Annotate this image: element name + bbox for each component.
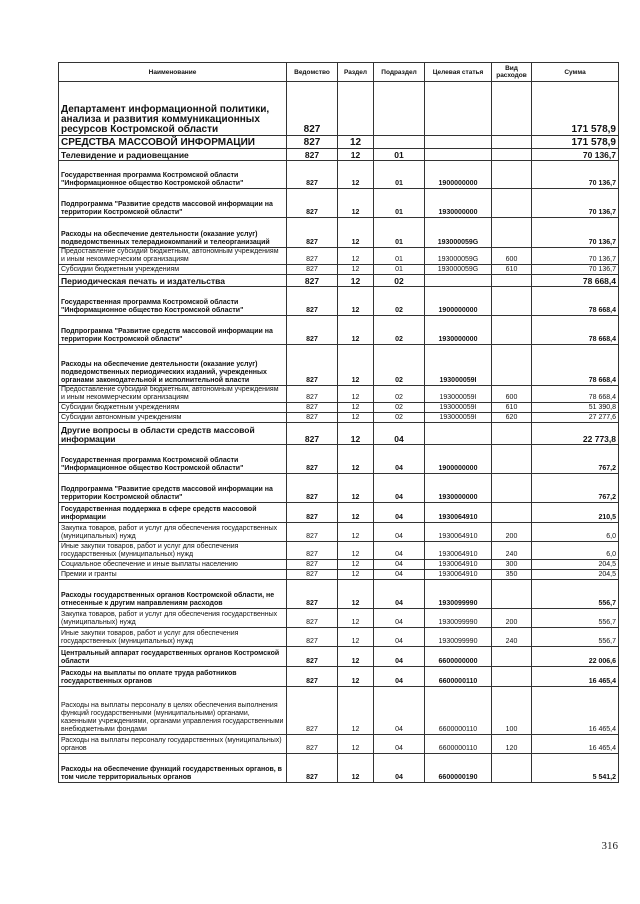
row-vid-cell — [492, 316, 532, 345]
table-row — [59, 345, 619, 386]
row-vid-cell: 350 — [492, 570, 532, 580]
row-razdel-cell: 12 — [338, 149, 374, 161]
row-name-cell: Премии и гранты — [59, 570, 287, 580]
row-summa-cell: 556,7 — [532, 580, 619, 609]
row-summa-cell: 22 773,8 — [532, 423, 619, 445]
row-vid-cell — [492, 189, 532, 218]
row-podrazdel-cell: 01 — [374, 149, 425, 161]
row-name-cell: Иные закупки товаров, работ и услуг для обеспечения государственных (муниципальных) нужд — [59, 542, 287, 560]
row-vid-cell — [492, 275, 532, 287]
row-summa-cell: 16 465,4 — [532, 667, 619, 687]
row-name-cell: Подпрограмма "Развитие средств массовой информации на территории Костромской области" — [59, 474, 287, 503]
row-celevaya-cell: 1930064910 — [425, 560, 492, 570]
row-vedomstvo-cell: 827 — [287, 189, 338, 218]
row-summa-cell: 27 277,6 — [532, 413, 619, 423]
row-vid-cell — [492, 423, 532, 445]
row-name-cell: Государственная поддержка в сфере средств массовой информации — [59, 503, 287, 523]
row-celevaya-cell: 193000059G — [425, 248, 492, 265]
row-podrazdel-cell: 04 — [374, 423, 425, 445]
row-vedomstvo-cell: 827 — [287, 82, 338, 136]
row-celevaya-cell — [425, 136, 492, 149]
row-razdel-cell: 12 — [338, 345, 374, 386]
row-name-cell: Расходы на выплаты персоналу государственных (муниципальных) органов — [59, 735, 287, 754]
row-name-cell: Субсидии бюджетным учреждениям — [59, 403, 287, 413]
row-vid-cell — [492, 345, 532, 386]
table-row — [59, 287, 619, 316]
row-razdel-cell: 12 — [338, 403, 374, 413]
row-vid-cell: 600 — [492, 386, 532, 403]
row-vedomstvo-cell: 827 — [287, 580, 338, 609]
row-summa-cell: 767,2 — [532, 445, 619, 474]
row-vid-cell — [492, 580, 532, 609]
row-celevaya-cell — [425, 82, 492, 136]
col-summa-header: Сумма — [532, 63, 619, 82]
table-row — [59, 667, 619, 687]
row-vedomstvo-cell: 827 — [287, 149, 338, 161]
row-vid-cell — [492, 149, 532, 161]
row-vedomstvo-cell: 827 — [287, 403, 338, 413]
row-vedomstvo-cell: 827 — [287, 503, 338, 523]
row-vedomstvo-cell: 827 — [287, 560, 338, 570]
row-name-cell: Предоставление субсидий бюджетным, автономным учреждениям и иным некоммерческим организациям — [59, 248, 287, 265]
table-row — [59, 542, 619, 560]
table-row — [59, 580, 619, 609]
row-razdel-cell: 12 — [338, 647, 374, 667]
row-summa-cell: 70 136,7 — [532, 149, 619, 161]
table-row — [59, 647, 619, 667]
row-celevaya-cell: 1900000000 — [425, 287, 492, 316]
row-summa-cell: 556,7 — [532, 628, 619, 647]
row-podrazdel-cell: 01 — [374, 248, 425, 265]
row-vid-cell: 600 — [492, 248, 532, 265]
row-vid-cell: 100 — [492, 687, 532, 735]
row-vid-cell — [492, 503, 532, 523]
row-vid-cell — [492, 667, 532, 687]
row-razdel-cell: 12 — [338, 542, 374, 560]
row-podrazdel-cell: 04 — [374, 580, 425, 609]
row-summa-cell: 16 465,4 — [532, 735, 619, 754]
row-podrazdel-cell: 02 — [374, 386, 425, 403]
row-razdel-cell: 12 — [338, 667, 374, 687]
table-row — [59, 248, 619, 265]
row-podrazdel-cell: 04 — [374, 542, 425, 560]
row-summa-cell: 78 668,4 — [532, 345, 619, 386]
row-podrazdel-cell: 04 — [374, 503, 425, 523]
row-razdel-cell: 12 — [338, 754, 374, 783]
row-celevaya-cell: 1930099990 — [425, 628, 492, 647]
row-razdel-cell: 12 — [338, 503, 374, 523]
row-name-cell: Закупка товаров, работ и услуг для обеспечения государственных (муниципальных) нужд — [59, 523, 287, 542]
row-vedomstvo-cell: 827 — [287, 287, 338, 316]
col-vedomstvo-header: Ведомство — [287, 63, 338, 82]
row-summa-cell: 6,0 — [532, 542, 619, 560]
row-name-cell: Расходы государственных органов Костромской области, не отнесенные к другим направлениям расходов — [59, 580, 287, 609]
col-celevaya-header: Целевая статья — [425, 63, 492, 82]
row-vedomstvo-cell: 827 — [287, 687, 338, 735]
row-vedomstvo-cell: 827 — [287, 542, 338, 560]
row-celevaya-cell: 193000059I — [425, 345, 492, 386]
row-razdel-cell: 12 — [338, 265, 374, 275]
row-summa-cell: 70 136,7 — [532, 189, 619, 218]
row-name-cell: Расходы на выплаты персоналу в целях обеспечения выполнения функций государственными (муниципальными) органами, казенными учреждениями, органами управления государственными внебюджетными фондами — [59, 687, 287, 735]
row-vid-cell: 300 — [492, 560, 532, 570]
row-razdel-cell: 12 — [338, 136, 374, 149]
col-razdel-header: Раздел — [338, 63, 374, 82]
row-vedomstvo-cell: 827 — [287, 248, 338, 265]
row-vid-cell — [492, 136, 532, 149]
row-razdel-cell: 12 — [338, 287, 374, 316]
row-name-cell: Центральный аппарат государственных органов Костромской области — [59, 647, 287, 667]
row-razdel-cell: 12 — [338, 386, 374, 403]
budget-table — [58, 62, 619, 783]
row-vedomstvo-cell: 827 — [287, 345, 338, 386]
row-celevaya-cell: 193000059I — [425, 386, 492, 403]
row-vid-cell — [492, 647, 532, 667]
row-celevaya-cell: 193000059G — [425, 265, 492, 275]
row-podrazdel-cell: 04 — [374, 735, 425, 754]
row-razdel-cell: 12 — [338, 316, 374, 345]
row-celevaya-cell: 6600000000 — [425, 647, 492, 667]
row-celevaya-cell: 1930064910 — [425, 523, 492, 542]
row-razdel-cell: 12 — [338, 189, 374, 218]
budget-sheet — [58, 62, 618, 783]
row-name-cell: Иные закупки товаров, работ и услуг для обеспечения государственных (муниципальных) нужд — [59, 628, 287, 647]
row-podrazdel-cell: 04 — [374, 754, 425, 783]
row-name-cell: Расходы на обеспечение деятельности (оказание услуг) подведомственных телерадиокомпаний и телеорганизаций — [59, 218, 287, 248]
row-name-cell: Субсидии автономным учреждениям — [59, 413, 287, 423]
row-celevaya-cell: 6600000190 — [425, 754, 492, 783]
row-summa-cell: 70 136,7 — [532, 265, 619, 275]
col-name-header: Наименование — [59, 63, 287, 82]
row-vedomstvo-cell: 827 — [287, 523, 338, 542]
table-row — [59, 474, 619, 503]
header-row — [59, 63, 619, 82]
row-summa-cell: 78 668,4 — [532, 275, 619, 287]
row-razdel-cell: 12 — [338, 445, 374, 474]
row-name-cell: Государственная программа Костромской области "Информационное общество Костромской области" — [59, 445, 287, 474]
row-podrazdel-cell: 04 — [374, 570, 425, 580]
row-razdel-cell: 12 — [338, 628, 374, 647]
row-celevaya-cell — [425, 423, 492, 445]
row-vedomstvo-cell: 827 — [287, 265, 338, 275]
row-podrazdel-cell — [374, 136, 425, 149]
row-podrazdel-cell: 02 — [374, 413, 425, 423]
row-celevaya-cell: 1930064910 — [425, 542, 492, 560]
row-vid-cell — [492, 287, 532, 316]
row-summa-cell: 78 668,4 — [532, 386, 619, 403]
row-vid-cell — [492, 218, 532, 248]
row-vid-cell: 200 — [492, 609, 532, 628]
row-celevaya-cell: 1930000000 — [425, 474, 492, 503]
row-vedomstvo-cell: 827 — [287, 570, 338, 580]
table-row — [59, 413, 619, 423]
row-podrazdel-cell: 01 — [374, 218, 425, 248]
row-celevaya-cell: 1930099990 — [425, 580, 492, 609]
row-podrazdel-cell — [374, 82, 425, 136]
row-razdel-cell: 12 — [338, 248, 374, 265]
row-summa-cell: 171 578,9 — [532, 136, 619, 149]
row-celevaya-cell: 193000059G — [425, 218, 492, 248]
row-vedomstvo-cell: 827 — [287, 735, 338, 754]
row-celevaya-cell: 1930000000 — [425, 189, 492, 218]
row-vid-cell — [492, 82, 532, 136]
row-summa-cell: 51 390,8 — [532, 403, 619, 413]
row-summa-cell: 204,5 — [532, 570, 619, 580]
row-name-cell: Периодическая печать и издательства — [59, 275, 287, 287]
row-celevaya-cell: 1900000000 — [425, 445, 492, 474]
row-vid-cell: 200 — [492, 523, 532, 542]
row-summa-cell: 70 136,7 — [532, 161, 619, 189]
row-name-cell: Расходы на обеспечение функций государственных органов, в том числе территориальных органов — [59, 754, 287, 783]
table-row — [59, 628, 619, 647]
row-celevaya-cell — [425, 275, 492, 287]
table-row — [59, 687, 619, 735]
table-row — [59, 560, 619, 570]
row-name-cell: Телевидение и радиовещание — [59, 149, 287, 161]
row-vedomstvo-cell: 827 — [287, 609, 338, 628]
row-podrazdel-cell: 04 — [374, 647, 425, 667]
row-name-cell: Департамент информационной политики, анализа и развития коммуникационных ресурсов Костромской области — [59, 82, 287, 136]
row-vid-cell: 240 — [492, 542, 532, 560]
row-podrazdel-cell: 04 — [374, 609, 425, 628]
table-row — [59, 189, 619, 218]
row-podrazdel-cell: 02 — [374, 345, 425, 386]
row-razdel-cell: 12 — [338, 560, 374, 570]
row-celevaya-cell: 1930099990 — [425, 609, 492, 628]
row-vid-cell — [492, 161, 532, 189]
row-razdel-cell: 12 — [338, 413, 374, 423]
table-row — [59, 265, 619, 275]
row-vid-cell: 610 — [492, 403, 532, 413]
table-row — [59, 82, 619, 136]
row-podrazdel-cell: 01 — [374, 265, 425, 275]
row-summa-cell: 210,5 — [532, 503, 619, 523]
row-name-cell: Государственная программа Костромской области "Информационное общество Костромской области" — [59, 161, 287, 189]
row-summa-cell: 78 668,4 — [532, 287, 619, 316]
row-vedomstvo-cell: 827 — [287, 628, 338, 647]
table-row — [59, 570, 619, 580]
row-podrazdel-cell: 02 — [374, 275, 425, 287]
row-summa-cell: 6,0 — [532, 523, 619, 542]
table-row — [59, 161, 619, 189]
row-podrazdel-cell: 04 — [374, 560, 425, 570]
row-podrazdel-cell: 02 — [374, 403, 425, 413]
row-podrazdel-cell: 01 — [374, 161, 425, 189]
row-celevaya-cell: 6600000110 — [425, 687, 492, 735]
row-name-cell: Предоставление субсидий бюджетным, автономным учреждениям и иным некоммерческим организациям — [59, 386, 287, 403]
table-row — [59, 523, 619, 542]
row-podrazdel-cell: 04 — [374, 687, 425, 735]
row-razdel-cell: 12 — [338, 218, 374, 248]
table-row — [59, 609, 619, 628]
row-summa-cell: 78 668,4 — [532, 316, 619, 345]
page-number: 316 — [601, 840, 618, 852]
row-razdel-cell: 12 — [338, 735, 374, 754]
row-podrazdel-cell: 04 — [374, 667, 425, 687]
row-vedomstvo-cell: 827 — [287, 474, 338, 503]
table-row — [59, 275, 619, 287]
row-razdel-cell: 12 — [338, 474, 374, 503]
row-podrazdel-cell: 02 — [374, 316, 425, 345]
row-celevaya-cell: 1930000000 — [425, 316, 492, 345]
row-vid-cell: 120 — [492, 735, 532, 754]
row-vedomstvo-cell: 827 — [287, 161, 338, 189]
row-celevaya-cell: 6600000110 — [425, 735, 492, 754]
row-podrazdel-cell: 04 — [374, 628, 425, 647]
row-name-cell: Расходы на выплаты по оплате труда работников государственных органов — [59, 667, 287, 687]
col-vid-header: Вид расходов — [492, 63, 532, 82]
row-podrazdel-cell: 04 — [374, 445, 425, 474]
row-name-cell: Подпрограмма "Развитие средств массовой информации на территории Костромской области" — [59, 189, 287, 218]
row-celevaya-cell: 193000059I — [425, 403, 492, 413]
row-vedomstvo-cell: 827 — [287, 316, 338, 345]
table-row — [59, 735, 619, 754]
row-celevaya-cell: 1930064910 — [425, 503, 492, 523]
row-podrazdel-cell: 04 — [374, 474, 425, 503]
row-vid-cell: 240 — [492, 628, 532, 647]
row-celevaya-cell: 1930064910 — [425, 570, 492, 580]
row-razdel-cell: 12 — [338, 275, 374, 287]
row-summa-cell: 22 006,6 — [532, 647, 619, 667]
row-vid-cell: 610 — [492, 265, 532, 275]
row-vedomstvo-cell: 827 — [287, 386, 338, 403]
row-celevaya-cell: 1900000000 — [425, 161, 492, 189]
row-summa-cell: 16 465,4 — [532, 687, 619, 735]
row-vedomstvo-cell: 827 — [287, 647, 338, 667]
row-name-cell: Государственная программа Костромской области "Информационное общество Костромской области" — [59, 287, 287, 316]
row-vedomstvo-cell: 827 — [287, 667, 338, 687]
table-row — [59, 316, 619, 345]
row-name-cell: Социальное обеспечение и иные выплаты населению — [59, 560, 287, 570]
row-vedomstvo-cell: 827 — [287, 413, 338, 423]
row-podrazdel-cell: 01 — [374, 189, 425, 218]
table-row — [59, 403, 619, 413]
table-row — [59, 136, 619, 149]
row-summa-cell: 556,7 — [532, 609, 619, 628]
row-celevaya-cell — [425, 149, 492, 161]
row-vid-cell — [492, 474, 532, 503]
row-summa-cell: 70 136,7 — [532, 248, 619, 265]
row-razdel-cell: 12 — [338, 423, 374, 445]
row-name-cell: Подпрограмма "Развитие средств массовой информации на территории Костромской области" — [59, 316, 287, 345]
table-row — [59, 218, 619, 248]
table-row — [59, 423, 619, 445]
row-razdel-cell: 12 — [338, 570, 374, 580]
row-vid-cell: 620 — [492, 413, 532, 423]
row-razdel-cell: 12 — [338, 161, 374, 189]
row-razdel-cell: 12 — [338, 523, 374, 542]
table-row — [59, 445, 619, 474]
row-vedomstvo-cell: 827 — [287, 136, 338, 149]
table-row — [59, 386, 619, 403]
row-vedomstvo-cell: 827 — [287, 445, 338, 474]
row-podrazdel-cell: 02 — [374, 287, 425, 316]
row-summa-cell: 767,2 — [532, 474, 619, 503]
row-celevaya-cell: 193000059I — [425, 413, 492, 423]
col-podrazdel-header: Подраздел — [374, 63, 425, 82]
row-name-cell: Другие вопросы в области средств массовой информации — [59, 423, 287, 445]
table-row — [59, 149, 619, 161]
row-razdel-cell: 12 — [338, 687, 374, 735]
row-vedomstvo-cell: 827 — [287, 275, 338, 287]
row-name-cell: Субсидии бюджетным учреждениям — [59, 265, 287, 275]
row-razdel-cell: 12 — [338, 609, 374, 628]
row-vedomstvo-cell: 827 — [287, 754, 338, 783]
row-summa-cell: 70 136,7 — [532, 218, 619, 248]
table-row — [59, 754, 619, 783]
row-razdel-cell: 12 — [338, 580, 374, 609]
table-row — [59, 503, 619, 523]
row-summa-cell: 171 578,9 — [532, 82, 619, 136]
row-name-cell: Закупка товаров, работ и услуг для обеспечения государственных (муниципальных) нужд — [59, 609, 287, 628]
row-summa-cell: 5 541,2 — [532, 754, 619, 783]
row-podrazdel-cell: 04 — [374, 523, 425, 542]
row-vedomstvo-cell: 827 — [287, 218, 338, 248]
row-name-cell: Расходы на обеспечение деятельности (оказание услуг) подведомственных периодических изданий, учрежденных органами законодательной и исполнительной власти — [59, 345, 287, 386]
row-summa-cell: 204,5 — [532, 560, 619, 570]
row-razdel-cell — [338, 82, 374, 136]
row-name-cell: СРЕДСТВА МАССОВОЙ ИНФОРМАЦИИ — [59, 136, 287, 149]
row-vid-cell — [492, 445, 532, 474]
row-celevaya-cell: 6600000110 — [425, 667, 492, 687]
row-vedomstvo-cell: 827 — [287, 423, 338, 445]
row-vid-cell — [492, 754, 532, 783]
